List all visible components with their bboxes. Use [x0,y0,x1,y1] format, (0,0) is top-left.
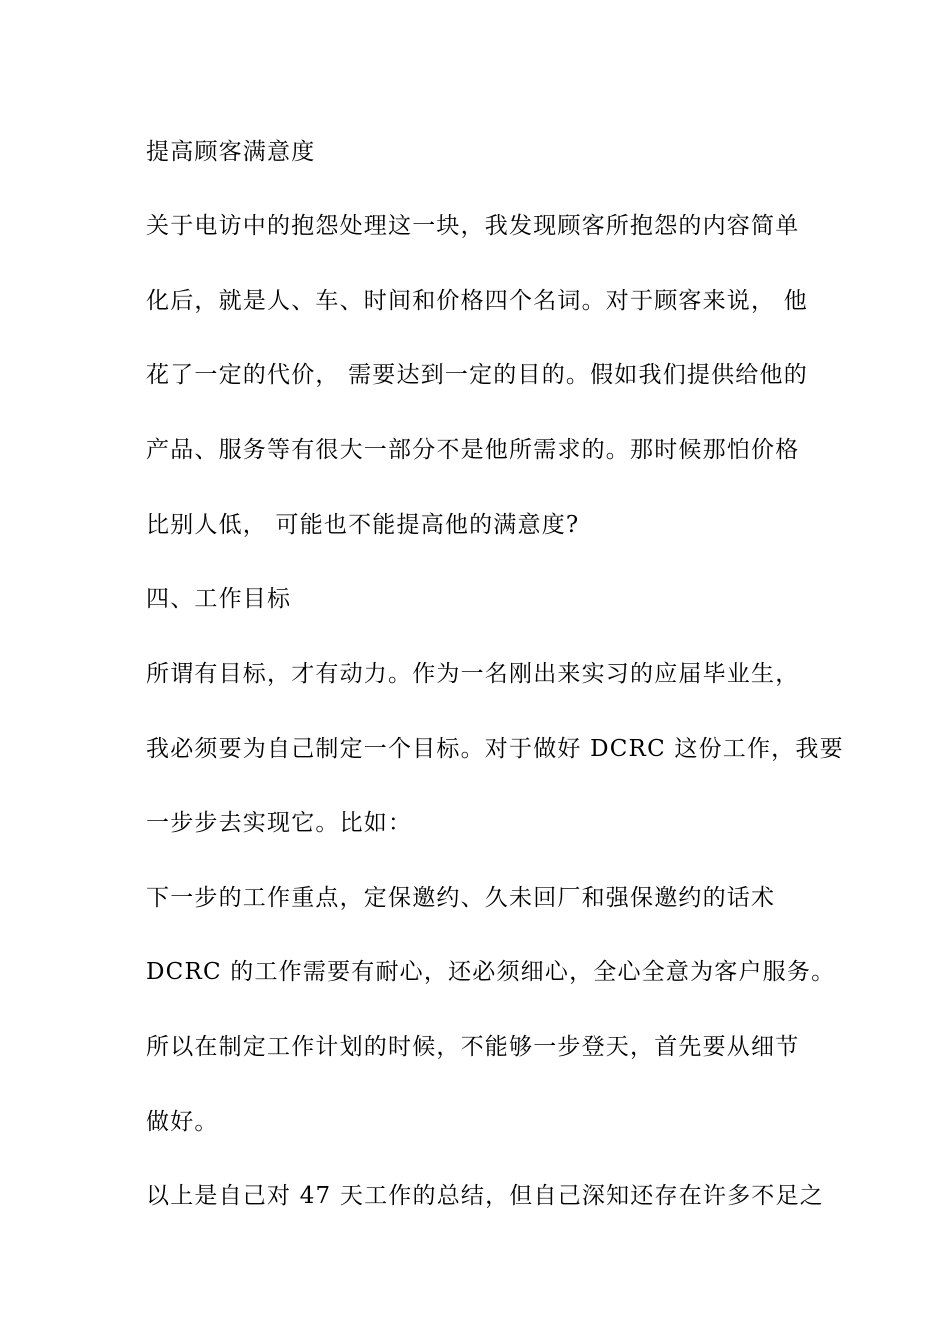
paragraph-line: 做好。 [146,1109,219,1135]
paragraph-line: 所以在制定工作计划的时候，不能够一步登天，首先要从细节 [146,1034,800,1060]
paragraph-line: 比别人低， 可能也不能提高他的满意度? [146,512,580,538]
paragraph-line: 产品、服务等有很大一部分不是他所需求的。那时候那怕价格 [146,437,800,463]
paragraph-line: 所谓有目标，才有动力。作为一名刚出来实习的应届毕业生， [146,661,800,687]
section-heading: 四、工作目标 [146,586,292,612]
paragraph-line: 以上是自己对 47 天工作的总结，但自己深知还存在许多不足之 [146,1183,824,1209]
paragraph-line: DCRC 的工作需要有耐心，还必须细心，全心全意为客户服务。 [146,959,836,985]
paragraph-line: 化后，就是人、车、时间和价格四个名词。对于顾客来说， 他 [146,288,808,314]
paragraph-line: 下一步的工作重点，定保邀约、久未回厂和强保邀约的话术 [146,885,776,911]
paragraph-line: 一步步去实现它。比如： [146,810,413,836]
paragraph-line: 我必须要为自己制定一个目标。对于做好 DCRC 这份工作，我要 [146,736,844,762]
paragraph-line: 花了一定的代价， 需要达到一定的目的。假如我们提供给他的 [146,362,808,388]
section-heading: 提高顾客满意度 [146,139,316,165]
paragraph-line: 关于电访中的抱怨处理这一块，我发现顾客所抱怨的内容简单 [146,213,800,239]
